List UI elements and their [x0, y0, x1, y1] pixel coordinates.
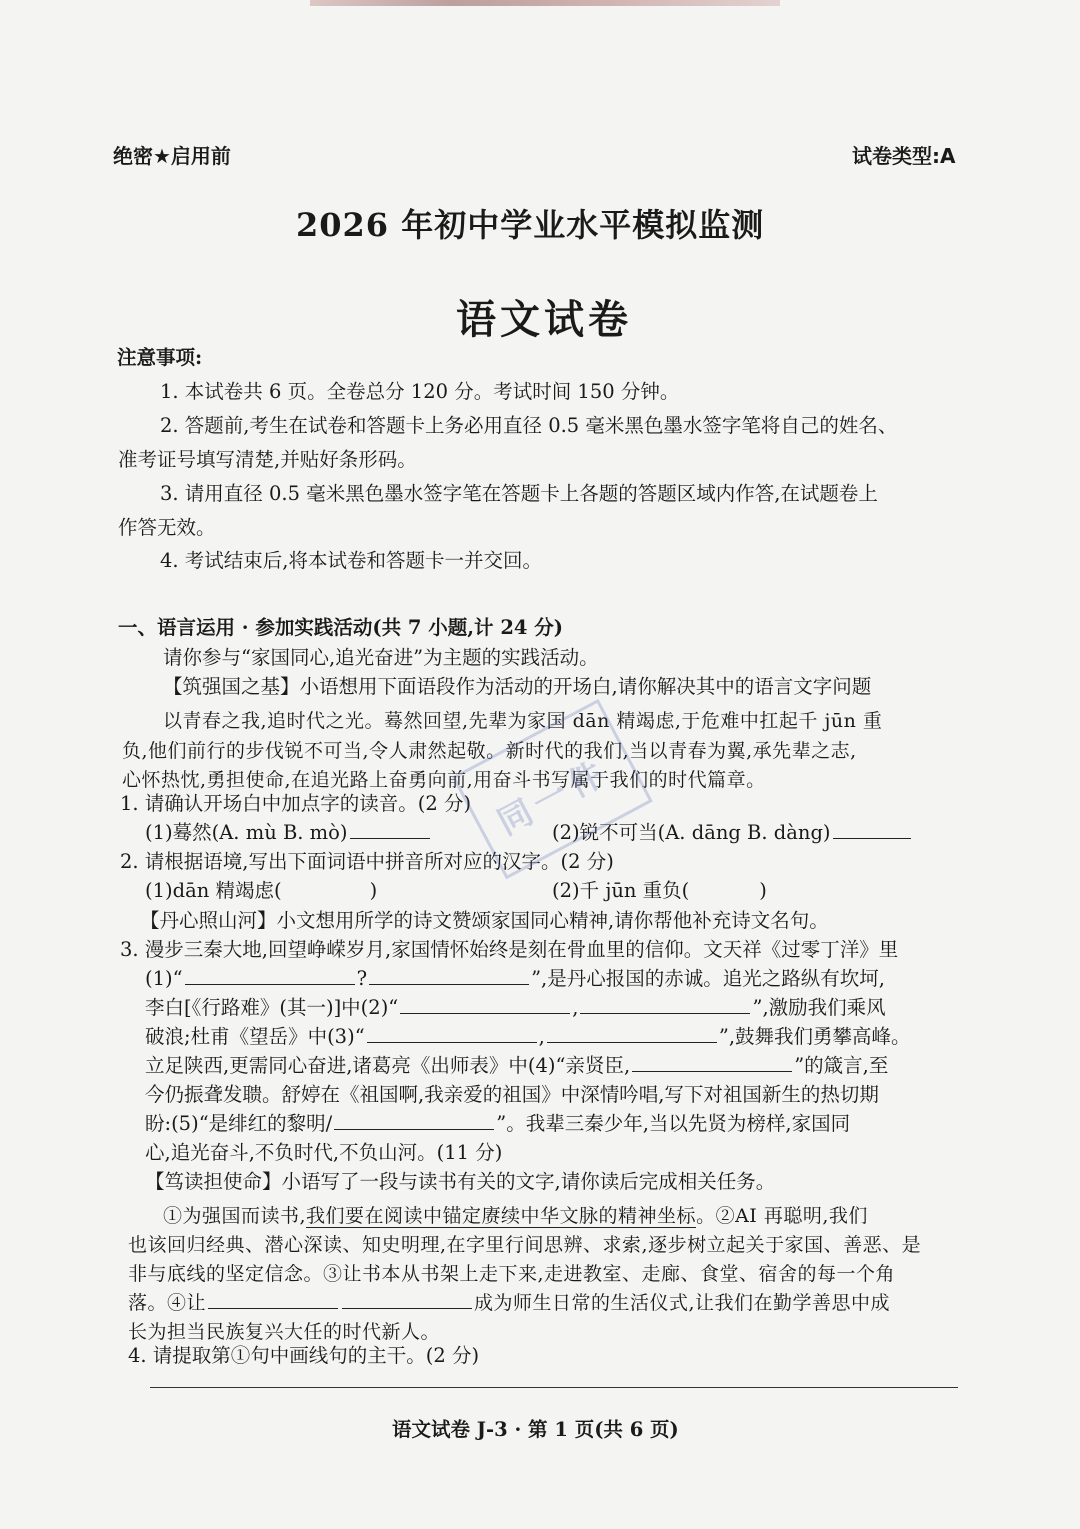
confidential-label: 绝密★启用前 — [113, 144, 231, 168]
passage3-text: ①为强国而读书, — [163, 1205, 307, 1227]
notice-item-3a: 3. 请用直径 0.5 毫米黑色墨水签字笔在答题卡上各题的答题区域内作答,在试题卷上 — [160, 482, 878, 505]
q3-text: , — [538, 1025, 545, 1048]
q3-text: 李白[《行路难》(其一)]中(2)“ — [145, 996, 399, 1019]
notice-item-2b: 准考证号填写清楚,并贴好条形码。 — [118, 448, 417, 471]
question-3-line-5 — [145, 1056, 888, 1076]
question-3-line-8: 心,追光奋斗,不负时代,不负山河。(11 分) — [145, 1141, 503, 1164]
passage3-text: 落。④让 — [128, 1292, 207, 1314]
passage1-line-1: 以青春之我,追时代之光。蓦然回望,先辈为家国 dān 精竭虑,于危难中扛起千 jūn 重 — [163, 710, 883, 732]
q3-text: ”的箴言,至 — [794, 1054, 889, 1077]
answer-blank[interactable] — [369, 983, 529, 985]
section1-heading: 一、语言运用 · 参加实践活动(共 7 小题,计 24 分) — [118, 616, 563, 639]
question-2: 2. 请根据语境,写出下面词语中拼音所对应的汉字。(2 分) — [120, 850, 614, 873]
question-1: 1. 请确认开场白中加点字的读音。(2 分) — [120, 792, 472, 815]
question-3-line-4 — [145, 1027, 911, 1047]
section1-intro: 请你参与“家国同心,追光奋进”为主题的实践活动。 — [163, 646, 599, 669]
question-3-line-6: 今仍振聋发聩。舒婷在《祖国啊,我亲爱的祖国》中深情吟唱,写下对祖国新生的热切期 — [145, 1083, 879, 1106]
answer-blank[interactable] — [185, 983, 355, 985]
passage3-text: 。②AI 再聪明,我们 — [696, 1205, 868, 1227]
notice-item-4: 4. 考试结束后,将本试卷和答题卡一并交回。 — [160, 549, 543, 572]
answer-blank[interactable] — [580, 1012, 750, 1014]
q3-text: 立足陕西,更需同心奋进,诸葛亮《出师表》中(4)“亲贤臣, — [145, 1054, 631, 1077]
notice-item-3b: 作答无效。 — [118, 516, 216, 539]
paren-close: ) — [759, 879, 767, 902]
underlined-sentence: 我们要在阅读中锚定赓续中华文脉的精神坐标 — [306, 1205, 697, 1227]
question-2-a-text: (1)dān 精竭虑( — [145, 879, 282, 902]
notice-item-1: 1. 本试卷共 6 页。全卷总分 120 分。考试时间 150 分钟。 — [160, 380, 680, 403]
page-footer: 语文试卷 J-3 · 第 1 页(共 6 页) — [392, 1418, 679, 1441]
passage3-line-2: 也该回归经典、潜心深读、知史明理,在字里行间思辨、求索,逐步树立起关于家国、善恶、是 — [128, 1234, 922, 1256]
q3-text: ”,是丹心报国的赤诚。追光之路纵有坎坷, — [531, 967, 885, 990]
passage3-line-4 — [128, 1288, 890, 1315]
passage1-line-3: 心怀热忱,勇担使命,在追光路上奋勇向前,用奋斗书写属于我们的时代篇章。 — [122, 769, 766, 791]
q3-text: 破浪;杜甫《望岳》中(3)“ — [145, 1025, 365, 1048]
notice-heading: 注意事项: — [117, 346, 203, 369]
question-3-line-7 — [145, 1114, 850, 1134]
q3-text: 盼:(5)“是绯红的黎明/ — [145, 1112, 333, 1135]
passage1-line-2: 负,他们前行的步伐锐不可当,令人肃然起敬。新时代的我们,当以青春为翼,承先辈之志, — [122, 740, 857, 762]
answer-blank[interactable] — [342, 1307, 472, 1309]
q3-text: (1)“ — [145, 967, 183, 990]
exam-title: 2026 年初中学业水平模拟监测 — [296, 206, 765, 244]
answer-blank[interactable] — [350, 837, 430, 839]
part3-lead: 【笃读担使命】小语写了一段与读书有关的文字,请你读后完成相关任务。 — [145, 1170, 776, 1193]
question-4: 4. 请提取第①句中画线句的主干。(2 分) — [128, 1344, 480, 1367]
q3-text: ? — [356, 967, 368, 990]
passage3-text: 成为师生日常的生活仪式,让我们在勤学善思中成 — [474, 1292, 891, 1314]
answer-blank[interactable] — [547, 1041, 717, 1043]
part1-lead: 【筑强国之基】小语想用下面语段作为活动的开场白,请你解决其中的语言文字问题 — [163, 675, 872, 698]
q3-text: ”,鼓舞我们勇攀高峰。 — [718, 1025, 911, 1048]
footer-rule — [150, 1387, 958, 1388]
answer-blank[interactable] — [208, 1307, 338, 1309]
question-3-line-3 — [145, 998, 886, 1018]
q3-text: ”,激励我们乘风 — [752, 996, 886, 1019]
subject-title: 语文试卷 — [456, 296, 632, 343]
question-2-a — [145, 881, 377, 901]
watermark-text: 同一件 — [491, 751, 616, 844]
notice-item-2a: 2. 答题前,考生在试卷和答题卡上务必用直径 0.5 毫米黑色墨水签字笔将自己的姓名、 — [160, 414, 898, 437]
paren-close: ) — [369, 879, 378, 902]
answer-blank[interactable] — [833, 837, 911, 839]
answer-blank[interactable] — [632, 1070, 792, 1072]
question-1-a-text: (1)蓦然(A. mù B. mò) — [145, 821, 348, 844]
answer-blank[interactable] — [400, 1012, 570, 1014]
passage3-line-5: 长为担当民族复兴大任的时代新人。 — [128, 1321, 441, 1343]
passage3-line-3: 非与底线的坚定信念。③让书本从书架上走下来,走进教室、走廊、食堂、宿舍的每一个角 — [128, 1263, 896, 1285]
q3-text: ”。我辈三秦少年,当以先贤为榜样,家国同 — [496, 1112, 851, 1135]
passage3-line-1 — [163, 1201, 868, 1228]
question-2-b-text: (2)千 jūn 重负( — [552, 879, 690, 902]
question-3-line-1: 3. 漫步三秦大地,回望峥嵘岁月,家国情怀始终是刻在骨血里的信仰。文天祥《过零丁洋》里 — [120, 938, 899, 961]
answer-blank[interactable] — [367, 1041, 537, 1043]
scan-top-strip — [310, 0, 780, 6]
question-1-a — [145, 823, 432, 843]
q3-text: , — [572, 996, 579, 1019]
paper-type-label: 试卷类型:A — [852, 144, 956, 168]
answer-blank[interactable] — [334, 1128, 494, 1130]
question-3-line-2 — [145, 969, 885, 989]
part2-lead: 【丹心照山河】小文想用所学的诗文赞颂家国同心精神,请你帮他补充诗文名句。 — [140, 909, 829, 932]
question-1-b-text: (2)锐不可当(A. dāng B. dàng) — [552, 821, 831, 844]
